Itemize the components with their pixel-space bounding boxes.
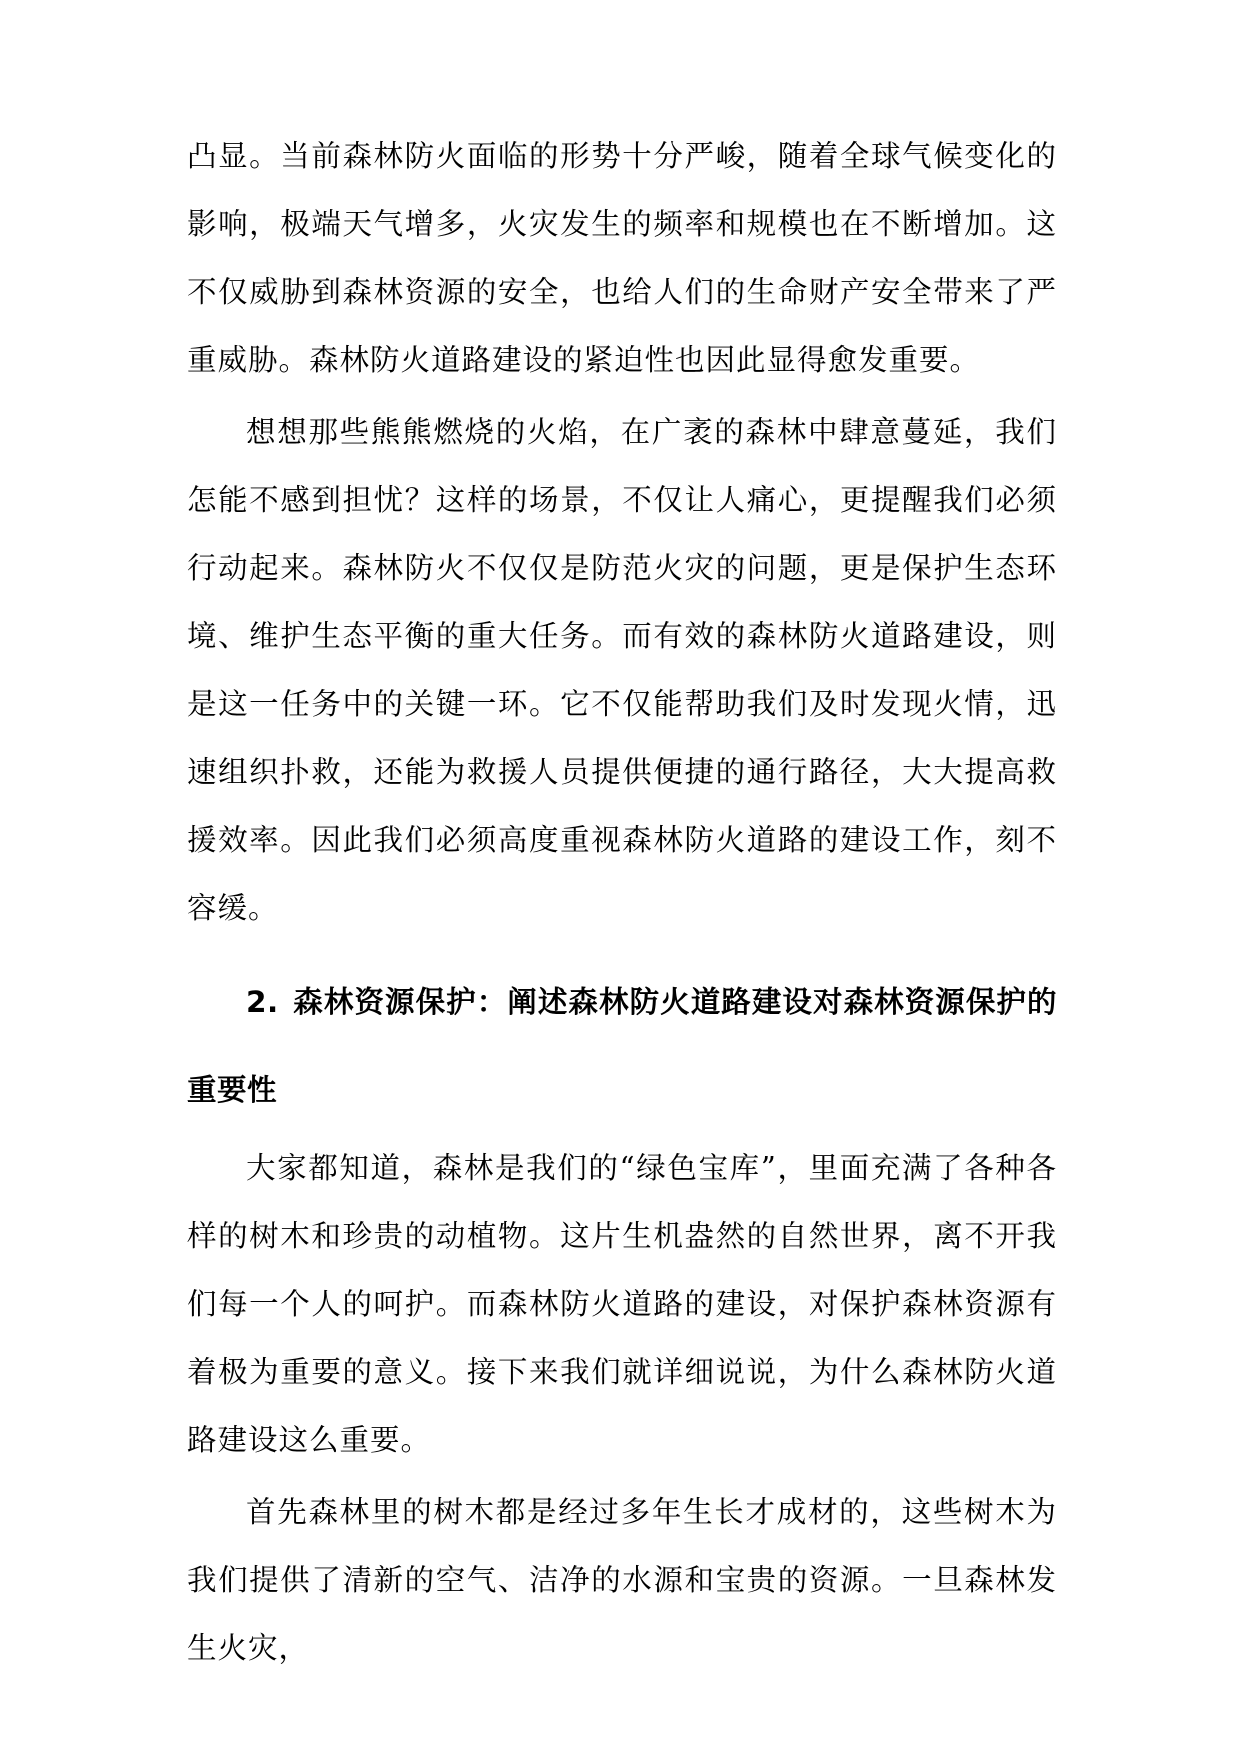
paragraph-fire-concern: 想想那些熊熊燃烧的火焰，在广袤的森林中肆意蔓延，我们怎能不感到担忧？这样的场景，不仅让人痛心，更提醒我们必须行动起来。森林防火不仅仅是防范火灾的问题，更是保护生态环境、维护生态平衡的重大任务。而有效的森林防火道路建设，则是这一任务中的关键一环。它不仅能帮助我们及时发现火情，迅速组织扑救，还能为救援人员提供便捷的通行路径，大大提高救援效率。因此我们必须高度重视森林防火道路的建设工作，刻不容缓。 xyxy=(187,415,1057,925)
section-heading xyxy=(187,958,1057,1134)
paragraph-green-treasury: 大家都知道，森林是我们的“绿色宝库”，里面充满了各种各样的树木和珍贵的动植物。这片生机盎然的自然世界，离不开我们每一个人的呵护。而森林防火道路的建设，对保护森林资源有着极为重要的意义。接下来我们就详细说说，为什么森林防火道路建设这么重要。 xyxy=(187,1151,1057,1457)
section-heading-wrapper xyxy=(187,958,1057,1134)
paragraph-trees-value: 首先森林里的树木都是经过多年生长才成材的，这些树木为我们提供了清新的空气、洁净的水源和宝贵的资源。一旦森林发生火灾， xyxy=(187,1495,1057,1665)
section-number: 2. xyxy=(246,985,279,1019)
section-title: 森林资源保护：阐述森林防火道路建设对森林资源保护的重要性 xyxy=(187,985,1057,1107)
document-body xyxy=(187,122,1057,1686)
paragraph-fire-situation: 凸显。当前森林防火面临的形势十分严峻，随着全球气候变化的影响，极端天气增多，火灾发生的频率和规模也在不断增加。这不仅威胁到森林资源的安全，也给人们的生命财产安全带来了严重威胁。森林防火道路建设的紧迫性也因此显得愈发重要。 xyxy=(187,139,1057,377)
